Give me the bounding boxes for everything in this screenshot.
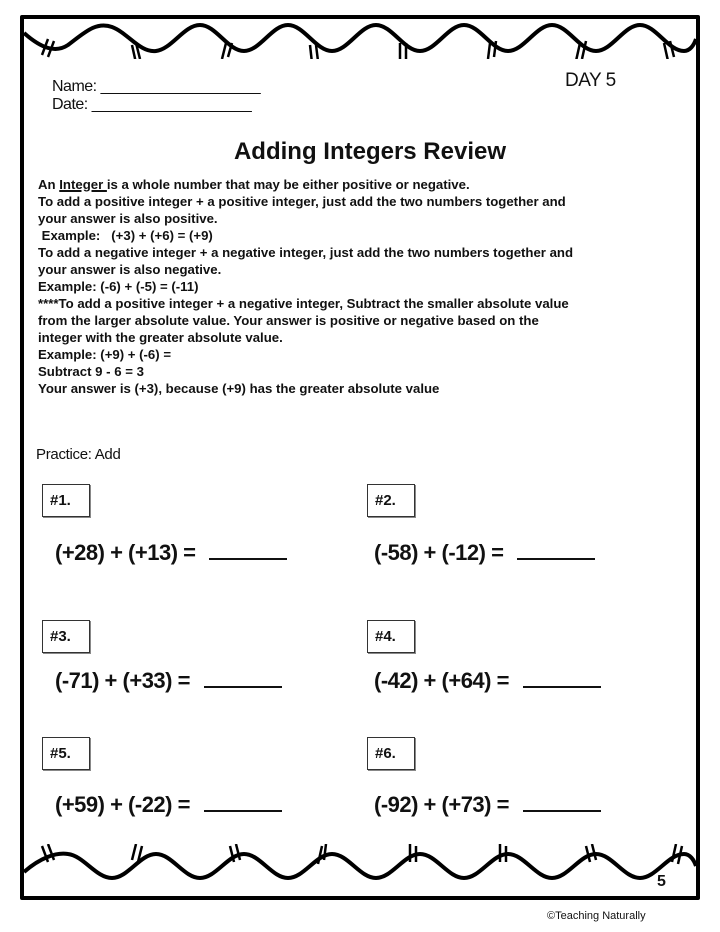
- problem-equation: [374, 540, 595, 566]
- intro-line: Your answer is (+3), because (+9) has the greater absolute value: [38, 381, 440, 396]
- problem-equation: [374, 668, 601, 694]
- date-field-label: Date: ___________________: [52, 96, 252, 113]
- intro-line: To add a positive integer + a positive integer, just add the two numbers together and: [38, 194, 566, 209]
- intro-line: from the larger absolute value. Your answer is positive or negative based on the: [38, 313, 539, 328]
- intro-line: Example: (+9) + (-6) =: [38, 347, 172, 362]
- intro-line: Subtract 9 - 6 = 3: [38, 364, 144, 379]
- integer-term: Integer: [59, 177, 107, 192]
- answer-blank[interactable]: [523, 668, 601, 688]
- answer-blank[interactable]: [209, 540, 287, 560]
- intro-line: Example: (+3) + (+6) = (+9): [38, 228, 213, 243]
- intro-line: your answer is also negative.: [38, 262, 222, 277]
- name-field-label: Name: ___________________: [52, 78, 261, 95]
- problem-number-box: #3.: [42, 620, 90, 653]
- intro-line: your answer is also positive.: [38, 211, 218, 226]
- intro-definition: is a whole number that may be either positive or negative.: [106, 177, 470, 192]
- day-label: DAY 5: [565, 70, 616, 91]
- problem-number-box: #4.: [367, 620, 415, 653]
- problem-equation: [374, 792, 601, 818]
- problem-equation: [55, 540, 287, 566]
- equation-text: (-42) + (+64) =: [374, 668, 509, 693]
- answer-blank[interactable]: [523, 792, 601, 812]
- page-title: Adding Integers Review: [233, 138, 507, 165]
- practice-label: Practice: Add: [36, 446, 121, 463]
- intro-line: integer with the greater absolute value.: [38, 330, 283, 345]
- equation-text: (-71) + (+33) =: [55, 668, 190, 693]
- equation-text: (-92) + (+73) =: [374, 792, 509, 817]
- top-wave-border-decoration: [24, 19, 696, 59]
- answer-blank[interactable]: [204, 668, 282, 688]
- copyright-text: ©Teaching Naturally: [547, 910, 646, 922]
- intro-line: Example: (-6) + (-5) = (-11): [38, 279, 199, 294]
- equation-text: (+59) + (-22) =: [55, 792, 190, 817]
- problem-number-box: #2.: [367, 484, 415, 517]
- intro-line: [38, 176, 688, 193]
- intro-line: ****To add a positive integer + a negative integer, Subtract the smaller absolute value: [38, 296, 569, 311]
- answer-blank[interactable]: [204, 792, 282, 812]
- problem-number-box: #5.: [42, 737, 90, 770]
- intro-line: To add a negative integer + a negative integer, just add the two numbers together and: [38, 245, 574, 260]
- equation-text: (-58) + (-12) =: [374, 540, 504, 565]
- problem-number-box: #1.: [42, 484, 90, 517]
- page-number: 5: [657, 873, 666, 890]
- bottom-wave-border-decoration: [24, 844, 696, 884]
- answer-blank[interactable]: [517, 540, 595, 560]
- problem-number-box: #6.: [367, 737, 415, 770]
- problem-equation: [55, 668, 282, 694]
- intro-prefix: An: [38, 177, 60, 192]
- problem-equation: [55, 792, 282, 818]
- intro-text: [38, 176, 688, 397]
- equation-text: (+28) + (+13) =: [55, 540, 196, 565]
